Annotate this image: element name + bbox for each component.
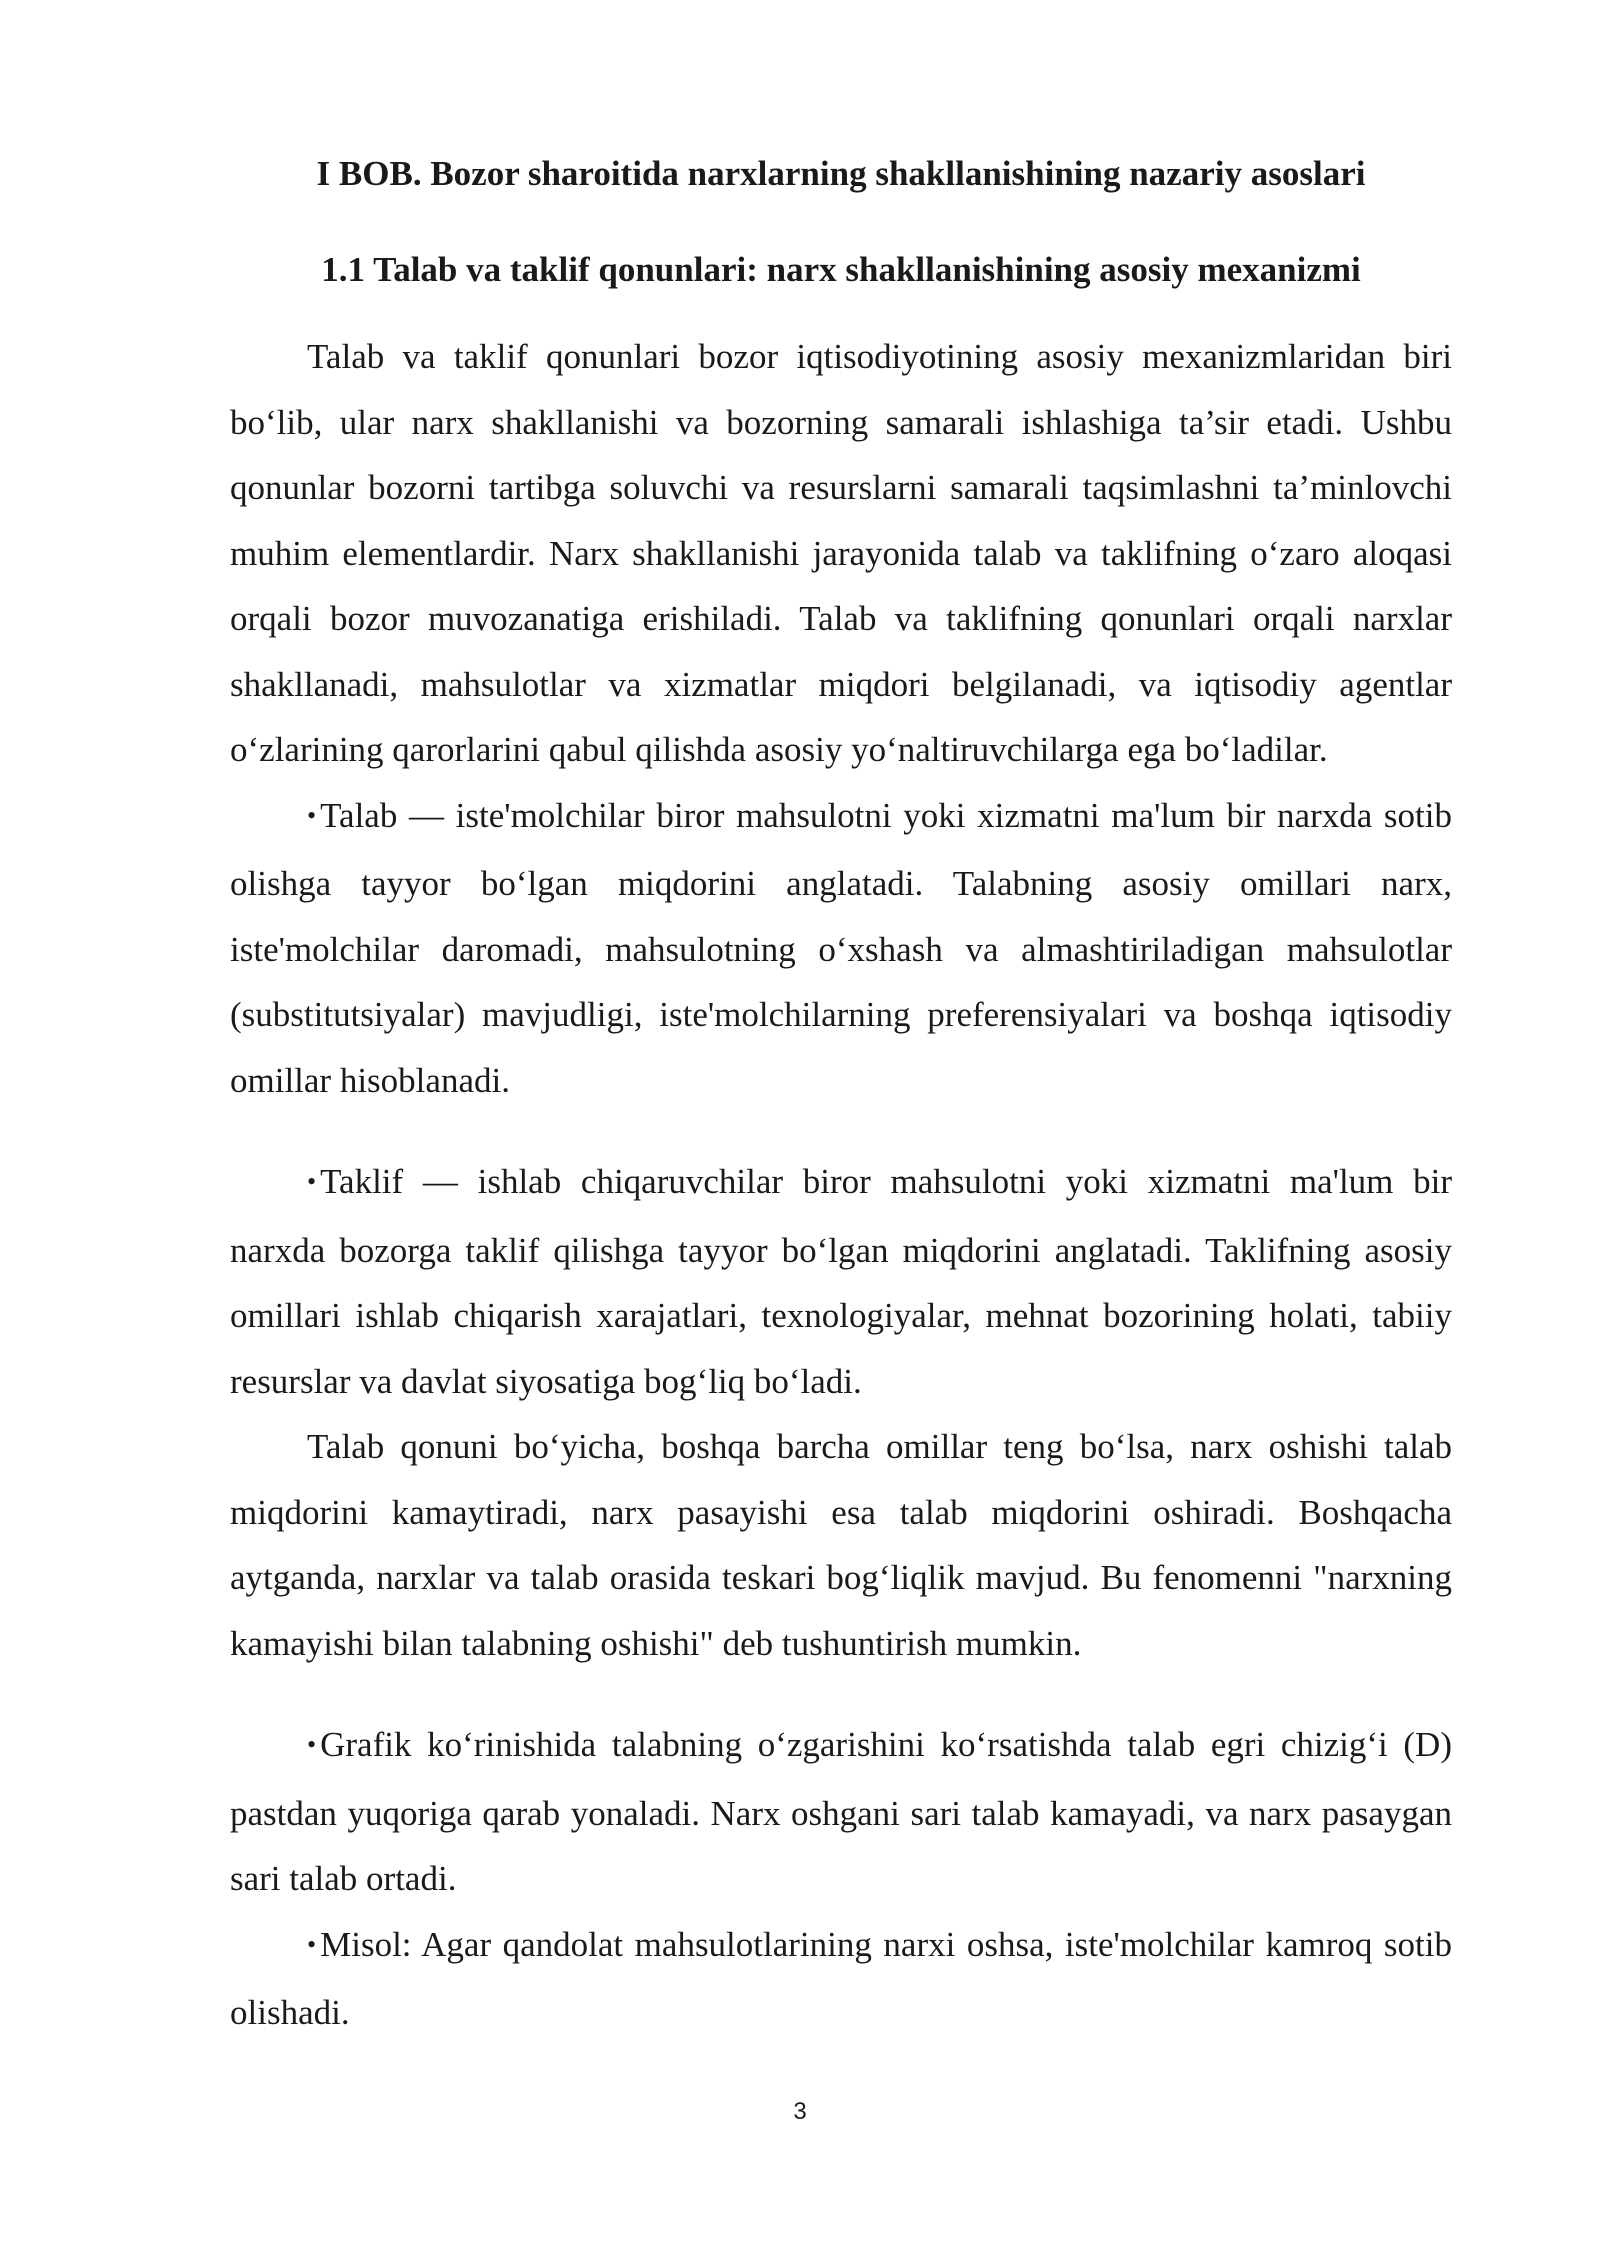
- page-body: [230, 150, 1452, 2046]
- bullet-icon: •: [307, 1730, 317, 1759]
- paragraph-text: Talab qonuni bo‘yicha, boshqa barcha omillar teng bo‘lsa, narx oshishi talab miqdorini kamaytiradi, narx pasayishi esa talab miqdorini oshiradi. Boshqacha aytganda, narxlar va talab orasida teskari bog‘liqlik mavjud. Bu fenomenni "narxning kamayishi bilan talabning oshishi" deb tushuntirish mumkin.: [230, 1427, 1452, 1663]
- bullet-icon: •: [307, 1929, 317, 1959]
- paragraph-text: Taklif — ishlab chiqaruvchilar biror mahsulotni yoki xizmatni ma'lum bir narxda bozorga taklif qilishga tayyor bo‘lgan miqdorini anglatadi. Taklifning asosiy omillari ishlab chiqarish xarajatlari, texnologiyalar, mehnat bozorining holati, tabiiy resurslar va davlat siyosatiga bog‘liq bo‘ladi.: [230, 1162, 1452, 1401]
- paragraph-text: Grafik ko‘rinishida talabning o‘zgarishini ko‘rsatishda talab egri chizig‘i (D) pastdan yuqoriga qarab yonaladi. Narx oshgani sari talab kamayadi, va narx pasaygan sari talab ortadi.: [230, 1725, 1452, 1898]
- paragraph-text: Talab va taklif qonunlari bozor iqtisodiyotining asosiy mexanizmlaridan biri bo‘lib, ular narx shakllanishi va bozorning samarali ishlashiga ta’sir etadi. Ushbu qonunlar bozorni tartibga soluvchi va resurslarni samarali taqsimlashni ta’minlovchi muhim elementlardir. Narx shakllanishi jarayonida talab va taklifning o‘zaro aloqasi orqali bozor muvozanatiga erishiladi. Talab va taklifning qonunlari orqali narxlar shakllanadi, mahsulotlar va xizmatlar miqdori belgilanadi, va iqtisodiy agentlar o‘zlarining qarorlarini qabul qilishda asosiy yo‘naltiruvchilarga ega bo‘ladilar.: [230, 337, 1452, 769]
- paragraph-intro: [230, 324, 1452, 783]
- paragraph-text: Misol: Agar qandolat mahsulotlarining narxi oshsa, iste'molchilar kamroq sotib olishadi.: [230, 1924, 1452, 2032]
- bullet-item-talab: [230, 783, 1452, 1114]
- section-title: 1.1 Talab va taklif qonunlari: narx shakllanishining asosiy mexanizmi: [321, 250, 1361, 289]
- paragraph-text: Talab — iste'molchilar biror mahsulotni yoki xizmatni ma'lum bir narxda sotib olishga tayyor bo‘lgan miqdorini anglatadi. Talabning asosiy omillari narx, iste'molchilar daromadi, mahsulotning o‘xshash va almashtiriladigan mahsulotlar (substitutsiyalar) mavjudligi, iste'molchilarning preferensiyalari va boshqa iqtisodiy omillar hisoblanadi.: [230, 795, 1452, 1100]
- bullet-item-grafik: [230, 1712, 1452, 1912]
- bullet-item-misol: [230, 1912, 1452, 2046]
- bullet-icon: •: [307, 800, 317, 830]
- paragraph-talab-qonuni: [230, 1414, 1452, 1676]
- bullet-icon: •: [307, 1167, 317, 1196]
- chapter-title: I BOB. Bozor sharoitida narxlarning shakllanishining nazariy asoslari: [316, 154, 1366, 193]
- bullet-item-taklif: [230, 1149, 1452, 1414]
- page-number: 3: [793, 2098, 807, 2125]
